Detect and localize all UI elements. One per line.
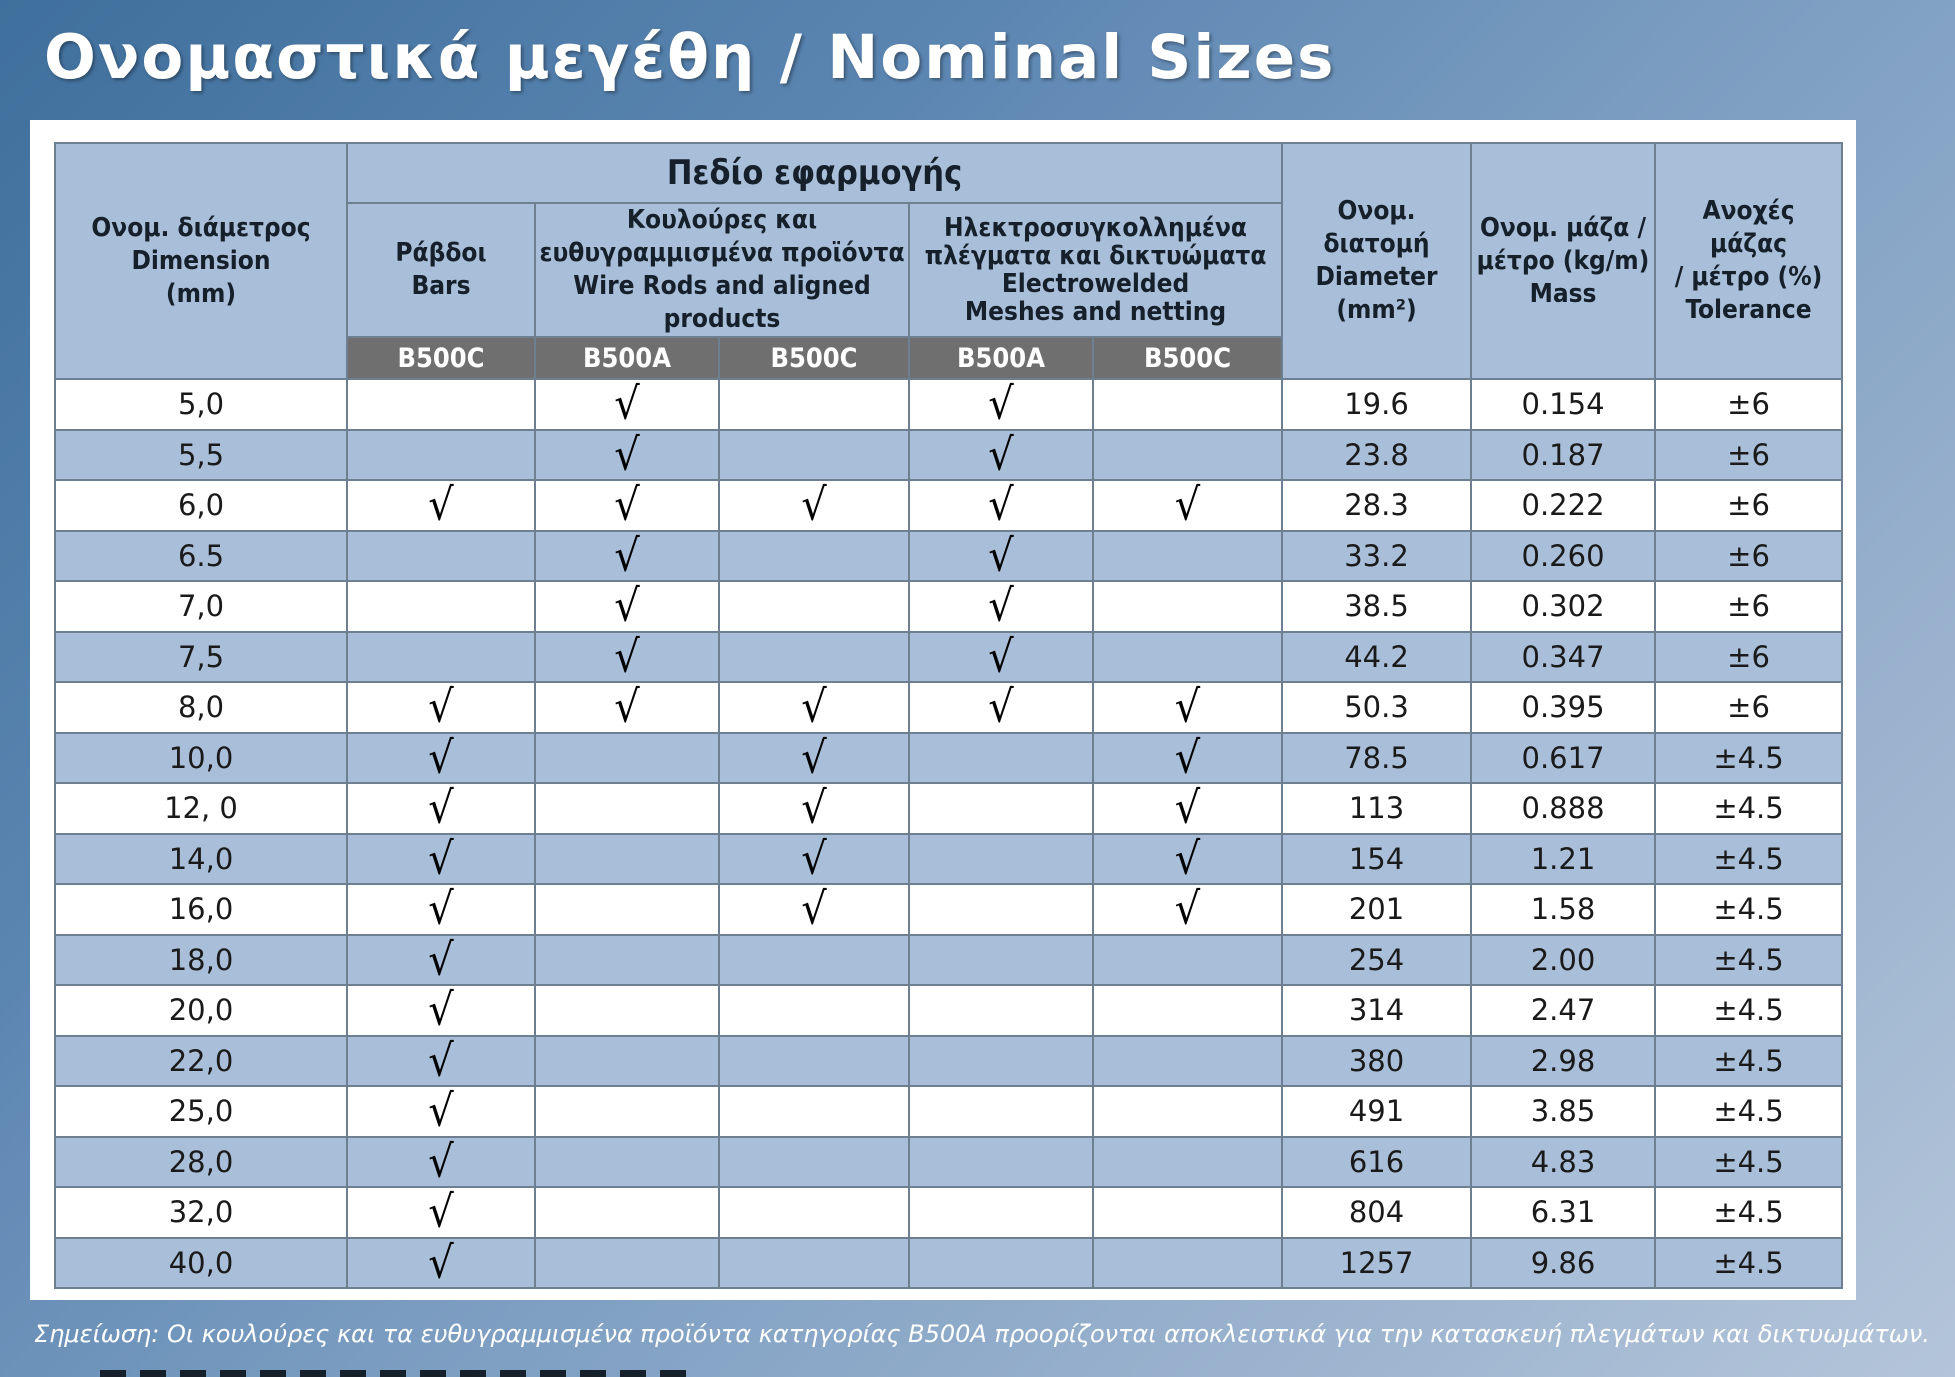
decorative-dashes — [100, 1370, 690, 1377]
tolerance-cell: ±4.5 — [1655, 783, 1842, 834]
table-row — [55, 834, 1842, 885]
check-cell — [1093, 783, 1282, 834]
table-row — [55, 581, 1842, 632]
check-mark-icon: √ — [988, 682, 1014, 733]
check-mark-icon: √ — [1174, 884, 1201, 935]
check-mark-icon: √ — [801, 783, 827, 834]
check-cell — [535, 834, 719, 885]
footnote: Σημείωση: Οι κουλούρες και τα ευθυγραμμισμένα προϊόντα κατηγορίας B500A προορίζονται αποκλειστικά για την κατασκευή πλεγμάτων και δικτυωμάτων. — [34, 1320, 1930, 1348]
check-cell — [909, 1238, 1093, 1289]
dimension-cell: 22,0 — [55, 1036, 347, 1087]
dimension-cell: 6,0 — [55, 480, 347, 531]
header-dimension: Ονομ. διάμετρος Dimension (mm) — [55, 143, 347, 379]
check-cell — [535, 581, 719, 632]
check-mark-icon: √ — [801, 732, 827, 783]
check-cell — [1093, 1137, 1282, 1188]
check-cell — [719, 682, 909, 733]
mass-cell: 2.00 — [1471, 935, 1655, 986]
check-cell — [719, 985, 909, 1036]
check-cell — [909, 430, 1093, 481]
check-cell — [535, 480, 719, 531]
check-cell — [535, 783, 719, 834]
header-diameter: Ονομ. διατομή Diameter (mm²) — [1282, 143, 1471, 379]
diameter-cell: 23.8 — [1282, 430, 1471, 481]
diameter-cell: 380 — [1282, 1036, 1471, 1087]
check-cell — [719, 884, 909, 935]
diameter-cell: 804 — [1282, 1187, 1471, 1238]
check-cell — [909, 379, 1093, 430]
check-mark-icon: √ — [801, 884, 827, 935]
check-cell — [719, 1187, 909, 1238]
check-cell — [719, 480, 909, 531]
check-mark-icon: √ — [801, 833, 827, 884]
tolerance-cell: ±6 — [1655, 632, 1842, 683]
diameter-cell: 254 — [1282, 935, 1471, 986]
dimension-cell: 7,5 — [55, 632, 347, 683]
mass-cell: 0.187 — [1471, 430, 1655, 481]
check-mark-icon: √ — [988, 530, 1014, 581]
check-cell — [347, 531, 535, 582]
check-cell — [719, 430, 909, 481]
check-mark-icon: √ — [428, 1136, 454, 1187]
check-cell — [909, 581, 1093, 632]
check-cell — [909, 884, 1093, 935]
diameter-cell: 314 — [1282, 985, 1471, 1036]
table-body — [55, 379, 1842, 1288]
grade-wire-b500c: B500C — [719, 337, 909, 379]
diameter-cell: 1257 — [1282, 1238, 1471, 1289]
check-cell — [347, 884, 535, 935]
check-cell — [347, 430, 535, 481]
check-cell — [1093, 1238, 1282, 1289]
table-row — [55, 531, 1842, 582]
check-cell — [909, 834, 1093, 885]
mass-cell: 0.617 — [1471, 733, 1655, 784]
check-mark-icon: √ — [988, 429, 1014, 480]
check-cell — [1093, 884, 1282, 935]
mass-cell: 6.31 — [1471, 1187, 1655, 1238]
check-cell — [535, 935, 719, 986]
mass-cell: 0.347 — [1471, 632, 1655, 683]
grade-bars-b500c: B500C — [347, 337, 535, 379]
check-cell — [1093, 632, 1282, 683]
check-cell — [719, 632, 909, 683]
diameter-cell: 33.2 — [1282, 531, 1471, 582]
mass-cell: 9.86 — [1471, 1238, 1655, 1289]
check-cell — [347, 682, 535, 733]
check-cell — [909, 531, 1093, 582]
check-cell — [909, 1086, 1093, 1137]
check-cell — [719, 1086, 909, 1137]
check-cell — [909, 783, 1093, 834]
check-cell — [719, 1036, 909, 1087]
diameter-cell: 201 — [1282, 884, 1471, 935]
diameter-cell: 616 — [1282, 1137, 1471, 1188]
check-mark-icon: √ — [428, 682, 454, 733]
check-cell — [535, 884, 719, 935]
dimension-cell: 14,0 — [55, 834, 347, 885]
check-cell — [719, 935, 909, 986]
check-cell — [347, 1187, 535, 1238]
check-cell — [535, 531, 719, 582]
check-mark-icon: √ — [1174, 833, 1201, 884]
check-cell — [535, 1238, 719, 1289]
check-cell — [719, 1238, 909, 1289]
check-cell — [347, 834, 535, 885]
check-cell — [347, 733, 535, 784]
tolerance-cell: ±6 — [1655, 480, 1842, 531]
diameter-cell: 38.5 — [1282, 581, 1471, 632]
check-cell — [909, 480, 1093, 531]
tolerance-cell: ±6 — [1655, 531, 1842, 582]
dimension-cell: 12, 0 — [55, 783, 347, 834]
check-mark-icon: √ — [1174, 682, 1201, 733]
check-cell — [1093, 733, 1282, 784]
table-row — [55, 632, 1842, 683]
diameter-cell: 19.6 — [1282, 379, 1471, 430]
check-mark-icon: √ — [988, 581, 1014, 632]
table-row — [55, 1187, 1842, 1238]
header-bars: Ράβδοι Bars — [347, 203, 535, 337]
page-title: Ονομαστικά μεγέθη / Nominal Sizes — [44, 22, 1336, 93]
check-cell — [909, 935, 1093, 986]
table-row — [55, 884, 1842, 935]
header-wire-rods: Κουλούρες και ευθυγραμμισμένα προϊόντα Wire Rods and aligned products — [535, 203, 909, 337]
dimension-cell: 16,0 — [55, 884, 347, 935]
tolerance-cell: ±4.5 — [1655, 1187, 1842, 1238]
check-mark-icon: √ — [428, 833, 454, 884]
table-row — [55, 1238, 1842, 1289]
tolerance-cell: ±4.5 — [1655, 1137, 1842, 1188]
mass-cell: 0.222 — [1471, 480, 1655, 531]
mass-cell: 2.47 — [1471, 985, 1655, 1036]
check-cell — [1093, 430, 1282, 481]
header-mass: Ονομ. μάζα / μέτρο (kg/m) Mass — [1471, 143, 1655, 379]
mass-cell: 0.154 — [1471, 379, 1655, 430]
check-mark-icon: √ — [428, 1086, 454, 1137]
tolerance-cell: ±4.5 — [1655, 935, 1842, 986]
dimension-cell: 5,5 — [55, 430, 347, 481]
table-row — [55, 1086, 1842, 1137]
check-mark-icon: √ — [428, 884, 454, 935]
mass-cell: 0.395 — [1471, 682, 1655, 733]
grade-mesh-b500a: B500A — [909, 337, 1093, 379]
table-row — [55, 733, 1842, 784]
tolerance-cell: ±6 — [1655, 682, 1842, 733]
mass-cell: 1.58 — [1471, 884, 1655, 935]
check-cell — [1093, 480, 1282, 531]
diameter-cell: 44.2 — [1282, 632, 1471, 683]
check-mark-icon: √ — [428, 1237, 454, 1288]
tolerance-cell: ±6 — [1655, 581, 1842, 632]
check-cell — [535, 1187, 719, 1238]
check-mark-icon: √ — [988, 480, 1014, 531]
check-cell — [909, 1137, 1093, 1188]
tolerance-cell: ±4.5 — [1655, 1238, 1842, 1289]
diameter-cell: 50.3 — [1282, 682, 1471, 733]
diameter-cell: 28.3 — [1282, 480, 1471, 531]
check-cell — [1093, 1036, 1282, 1087]
nominal-sizes-table — [54, 142, 1843, 1289]
check-cell — [347, 1086, 535, 1137]
grade-wire-b500a: B500A — [535, 337, 719, 379]
dimension-cell: 25,0 — [55, 1086, 347, 1137]
check-cell — [535, 1137, 719, 1188]
check-cell — [909, 1036, 1093, 1087]
check-cell — [719, 733, 909, 784]
dimension-cell: 8,0 — [55, 682, 347, 733]
check-cell — [909, 985, 1093, 1036]
table-row — [55, 935, 1842, 986]
check-mark-icon: √ — [614, 480, 640, 531]
check-cell — [719, 1137, 909, 1188]
tolerance-cell: ±4.5 — [1655, 733, 1842, 784]
table-row — [55, 1036, 1842, 1087]
mass-cell: 0.888 — [1471, 783, 1655, 834]
table-row — [55, 985, 1842, 1036]
check-cell — [535, 430, 719, 481]
check-cell — [909, 1187, 1093, 1238]
dimension-cell: 10,0 — [55, 733, 347, 784]
mass-cell: 0.302 — [1471, 581, 1655, 632]
tolerance-cell: ±4.5 — [1655, 1086, 1842, 1137]
header-tolerance: Ανοχές μάζας / μέτρο (%) Tolerance — [1655, 143, 1842, 379]
check-cell — [719, 783, 909, 834]
table-panel — [30, 120, 1856, 1300]
diameter-cell: 78.5 — [1282, 733, 1471, 784]
tolerance-cell: ±4.5 — [1655, 985, 1842, 1036]
grade-mesh-b500c: B500C — [1093, 337, 1282, 379]
check-cell — [347, 1036, 535, 1087]
table-row — [55, 379, 1842, 430]
dimension-cell: 40,0 — [55, 1238, 347, 1289]
check-cell — [535, 733, 719, 784]
check-mark-icon: √ — [614, 581, 640, 632]
dimension-cell: 5,0 — [55, 379, 347, 430]
dimension-cell: 32,0 — [55, 1187, 347, 1238]
dimension-cell: 6.5 — [55, 531, 347, 582]
check-mark-icon: √ — [988, 379, 1014, 430]
check-cell — [1093, 531, 1282, 582]
check-mark-icon: √ — [614, 429, 640, 480]
table-row — [55, 783, 1842, 834]
check-mark-icon: √ — [614, 530, 640, 581]
dimension-cell: 20,0 — [55, 985, 347, 1036]
check-cell — [719, 581, 909, 632]
check-cell — [535, 1036, 719, 1087]
mass-cell: 4.83 — [1471, 1137, 1655, 1188]
check-cell — [347, 1238, 535, 1289]
check-mark-icon: √ — [428, 732, 454, 783]
mass-cell: 2.98 — [1471, 1036, 1655, 1087]
check-cell — [347, 379, 535, 430]
table-row — [55, 682, 1842, 733]
dimension-cell: 28,0 — [55, 1137, 347, 1188]
check-mark-icon: √ — [1174, 480, 1201, 531]
check-mark-icon: √ — [801, 682, 827, 733]
check-cell — [347, 632, 535, 683]
check-cell — [535, 379, 719, 430]
table-row — [55, 480, 1842, 531]
check-cell — [909, 733, 1093, 784]
diameter-cell: 113 — [1282, 783, 1471, 834]
check-cell — [1093, 834, 1282, 885]
tolerance-cell: ±6 — [1655, 379, 1842, 430]
check-cell — [1093, 1086, 1282, 1137]
check-mark-icon: √ — [428, 1035, 454, 1086]
check-mark-icon: √ — [428, 480, 454, 531]
check-mark-icon: √ — [614, 379, 640, 430]
dimension-cell: 18,0 — [55, 935, 347, 986]
check-mark-icon: √ — [428, 783, 454, 834]
table-row — [55, 1137, 1842, 1188]
diameter-cell: 491 — [1282, 1086, 1471, 1137]
check-cell — [719, 531, 909, 582]
check-cell — [535, 985, 719, 1036]
tolerance-cell: ±4.5 — [1655, 884, 1842, 935]
check-mark-icon: √ — [988, 631, 1014, 682]
mass-cell: 1.21 — [1471, 834, 1655, 885]
check-cell — [719, 379, 909, 430]
header-meshes: Ηλεκτροσυγκολλημένα πλέγματα και δικτυώματα Electrowelded Meshes and netting — [909, 203, 1282, 337]
tolerance-cell: ±6 — [1655, 430, 1842, 481]
dimension-cell: 7,0 — [55, 581, 347, 632]
mass-cell: 3.85 — [1471, 1086, 1655, 1137]
mass-cell: 0.260 — [1471, 531, 1655, 582]
check-mark-icon: √ — [428, 1187, 454, 1238]
check-mark-icon: √ — [1174, 732, 1201, 783]
check-cell — [535, 682, 719, 733]
tolerance-cell: ±4.5 — [1655, 1036, 1842, 1087]
tolerance-cell: ±4.5 — [1655, 834, 1842, 885]
check-cell — [535, 632, 719, 683]
check-cell — [347, 783, 535, 834]
check-cell — [347, 581, 535, 632]
check-cell — [347, 985, 535, 1036]
check-mark-icon: √ — [614, 682, 640, 733]
check-mark-icon: √ — [614, 631, 640, 682]
check-cell — [1093, 581, 1282, 632]
header-application-field: Πεδίο εφαρμογής — [347, 143, 1282, 203]
diameter-cell: 154 — [1282, 834, 1471, 885]
check-cell — [535, 1086, 719, 1137]
check-mark-icon: √ — [801, 480, 827, 531]
check-cell — [1093, 379, 1282, 430]
check-cell — [1093, 935, 1282, 986]
check-cell — [347, 935, 535, 986]
table-row — [55, 430, 1842, 481]
check-cell — [347, 1137, 535, 1188]
check-cell — [909, 682, 1093, 733]
check-cell — [347, 480, 535, 531]
check-cell — [1093, 682, 1282, 733]
check-cell — [719, 834, 909, 885]
check-mark-icon: √ — [428, 934, 454, 985]
check-mark-icon: √ — [1174, 783, 1201, 834]
check-cell — [909, 632, 1093, 683]
check-cell — [1093, 985, 1282, 1036]
check-mark-icon: √ — [428, 985, 454, 1036]
check-cell — [1093, 1187, 1282, 1238]
